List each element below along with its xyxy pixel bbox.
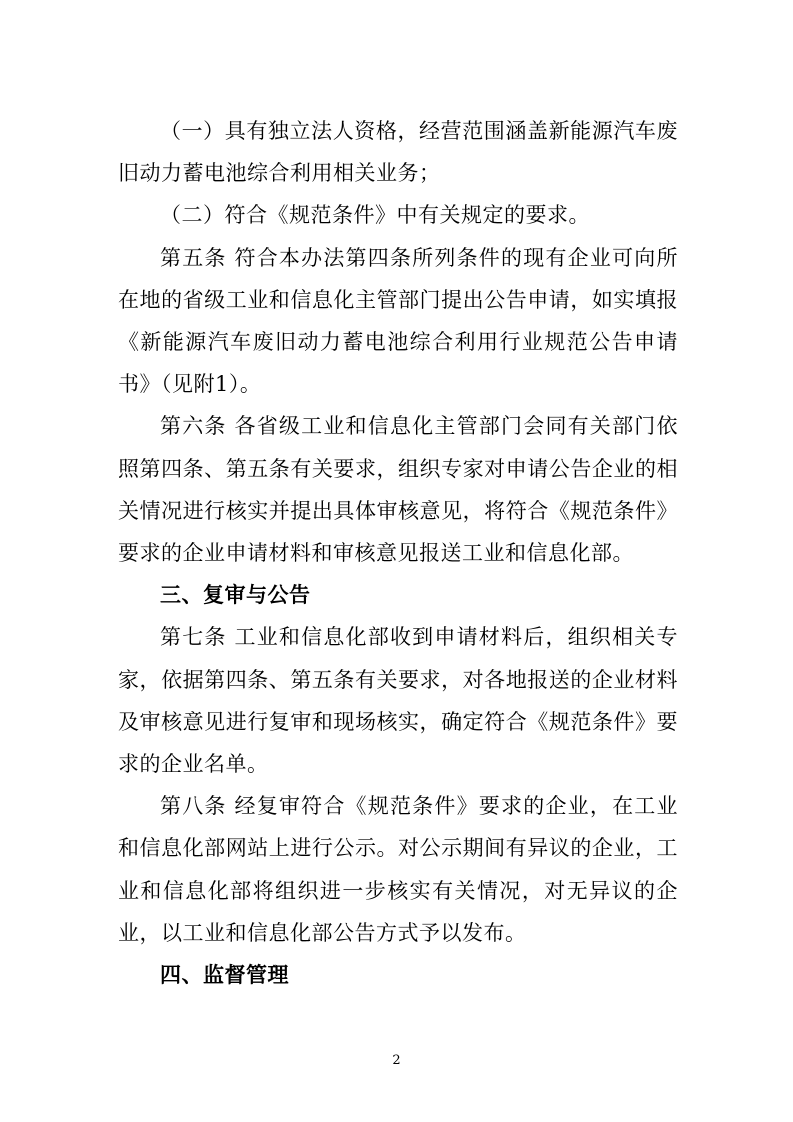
paragraph-article-6: 第六条 各省级工业和信息化主管部门会同有关部门依照第四条、第五条有关要求，组织专家对申请公告企业的相关情况进行核实并提出具体审核意见，将符合《规范条件》要求的企业申请材料和审核意见报送工业和信息化部。 [118,414,678,566]
section-heading-supervision: 四、监督管理 [160,963,289,988]
paragraph-article-8: 第八条 经复审符合《规范条件》要求的企业，在工业和信息化部网站上进行公示。对公示期间有异议的企业，工业和信息化部将组织进一步核实有关情况，对无异议的企业，以工业和信息化部公告方式予以发布。 [118,794,678,945]
paragraph-article-7: 第七条 工业和信息化部收到申请材料后，组织相关专家，依据第四条、第五条有关要求，对各地报送的企业材料及审核意见进行复审和现场核实，确定符合《规范条件》要求的企业名单。 [118,625,678,777]
section-heading-review: 三、复审与公告 [160,583,311,608]
page-number: 2 [392,1053,401,1068]
paragraph-item-1: （一）具有独立法人资格，经营范围涵盖新能源汽车废旧动力蓄电池综合利用相关业务； [118,119,678,186]
paragraph-article-5: 第五条 符合本办法第四条所列条件的现有企业可向所在地的省级工业和信息化主管部门提出公告申请，如实填报《新能源汽车废旧动力蓄电池综合利用行业规范公告申请书》（见附1）。 [118,245,678,397]
document-body [118,110,678,996]
paragraph-item-2: （二）符合《规范条件》中有关规定的要求。 [160,203,590,228]
